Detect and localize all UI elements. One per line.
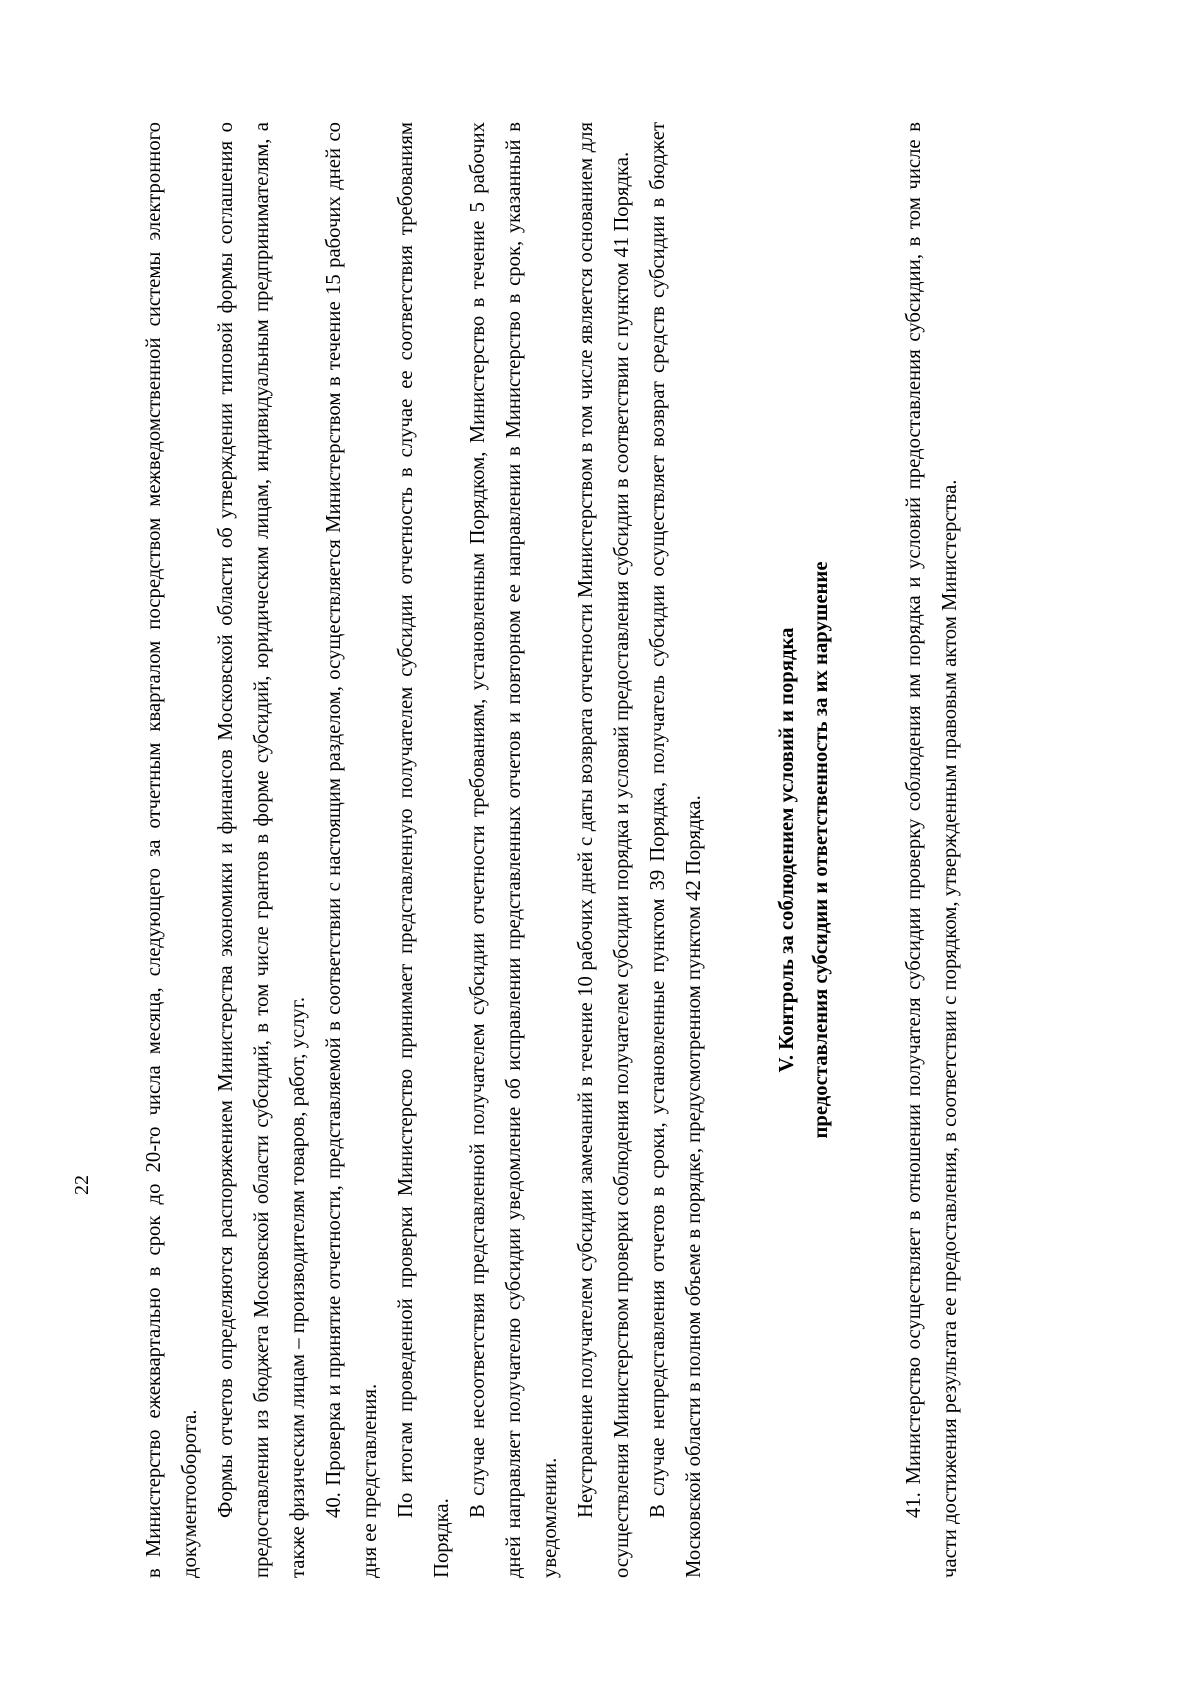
paragraph-nonsubmission: В случае непредставления отчетов в сроки, установленные пунктом 39 Порядка, получатель субсидии осуществляет возврат средств субсидии в бюджет Московской области в полном объеме в порядке, предусмотренном пунктом 42 Порядка. — [647, 122, 705, 1578]
paragraph-41: 41. Министерство осуществляет в отношении получателя субсидии проверку соблюдения им порядка и условий предоставления субсидии, в том числе в части достижения результата ее предоставления, в соответствии с порядком, утвержденным правовым актом Министерства. — [903, 122, 961, 1578]
paragraph-noncompliance: В случае несоответствия представленной получателем субсидии отчетности требованиям, установленным Порядком, Министерство в течение 5 рабочих дней направляет получателю субсидии уведомление об исправлении представленных отчетов и повторном ее направлении в Министерство в срок, указанный в уведомлении. — [467, 122, 561, 1578]
paragraph-uncorrected-remarks: Неустранение получателем субсидии замечаний в течение 10 рабочих дней с даты возврата отчетности Министерством в том числе является основанием для осуществления Министерством проверки соблюдения получателем субсидии порядка и условий предоставления субсидии в соответствии с пунктом 41 Порядка. — [575, 122, 633, 1578]
page-number: 22 — [71, 1175, 93, 1195]
paragraph-quarterly-report: в Министерство ежеквартально в срок до 20-го числа месяца, следующего за отчетным кварталом посредством межведомственной системы электронного документооборота. — [143, 122, 201, 1578]
paragraph-review-results: По итогам проведенной проверки Министерство принимает представленную получателем субсидии отчетность в случае ее соответствия требованиям Порядка. — [395, 122, 453, 1578]
section-heading-line2: предоставления субсидии и ответственность за их нарушение — [810, 561, 832, 1139]
section-heading — [770, 122, 838, 1578]
section-heading-line1: V. Контроль за соблюдением условий и порядка — [776, 627, 798, 1073]
paragraph-report-forms: Формы отчетов определяются распоряжением Министерства экономики и финансов Московской области об утверждении типовой формы соглашения о предоставлении из бюджета Московской области субсидий, в том числе грантов в форме субсидий, юридическим лицам, индивидуальным предпринимателям, а также физическим лицам – производителям товаров, работ, услуг. — [215, 122, 309, 1578]
document-body — [136, 122, 968, 1578]
paragraph-40: 40. Проверка и принятие отчетности, представляемой в соответствии с настоящим разделом, осуществляется Министерством в течение 15 рабочих дней со дня ее представления. — [323, 122, 381, 1578]
